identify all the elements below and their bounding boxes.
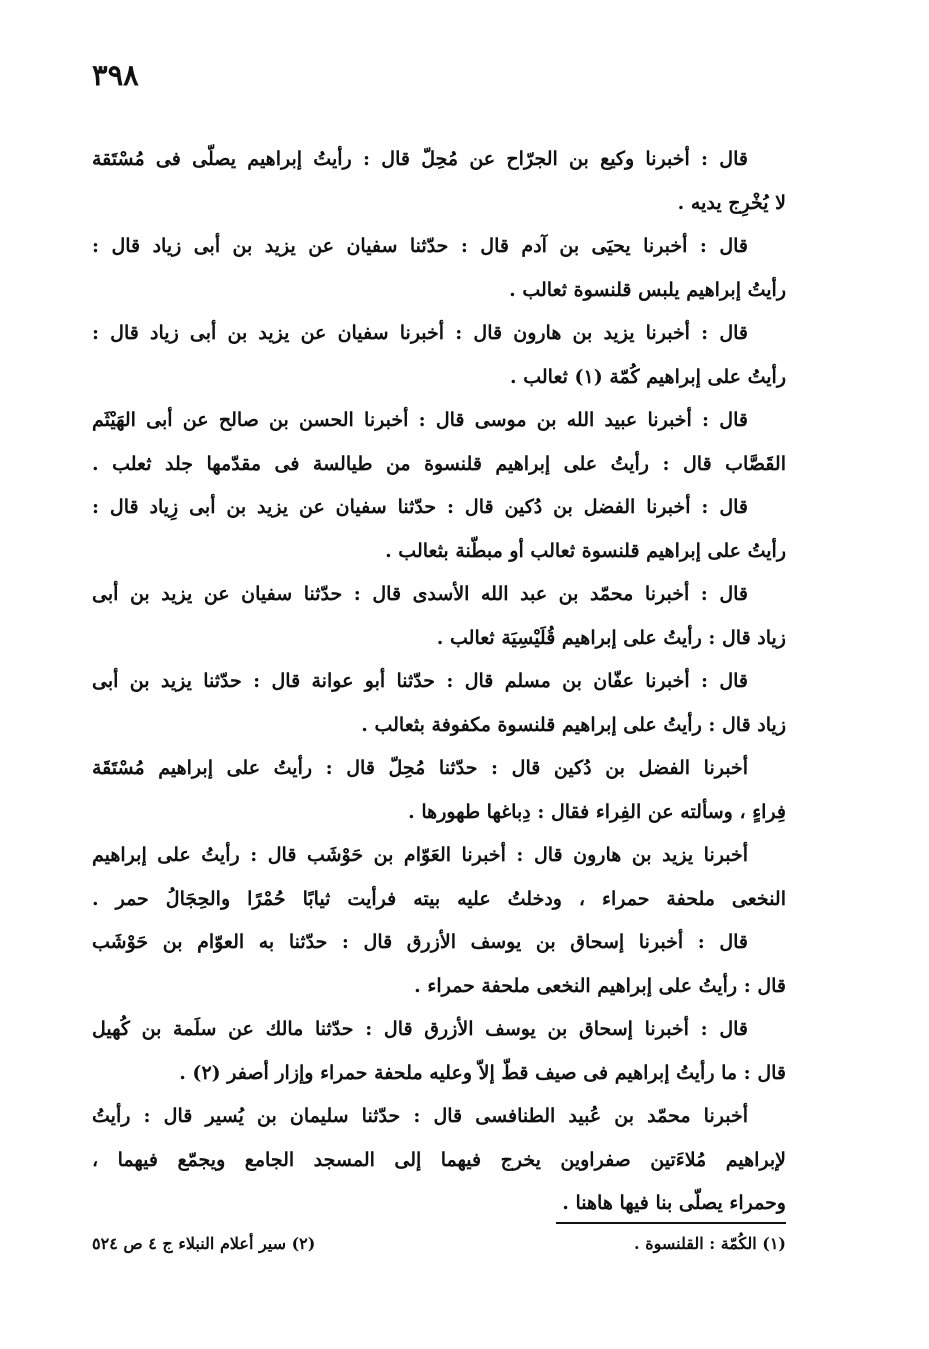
text-line: قال : ما رأيتُ إبراهيم فى صيف قطّ إلاّ وعليه ملحفة حمراء وإزار أصفر (٢) . [179,1061,786,1084]
footnote-1: (١) الكُمّة : القلنسوة . [634,1234,786,1253]
text-line: رأيتُ على إبراهيم كُمّة (١) ثعالب . [509,365,786,388]
text-line: قال : رأيتُ على إبراهيم النخعى ملحفة حمراء . [414,974,786,997]
text-line: قال : أخبرنا يزيد بن هارون قال : أخبرنا سفيان عن يزيد بن أبى زياد قال : [92,322,748,344]
text-line: زياد قال : رأيتُ على إبراهيم قُلَيْسِيَة ثعالب . [436,626,786,649]
text-line: قال : أخبرنا وكيع بن الجرّاح عن مُحِلّ قال : رأيتُ إبراهيم يصلّى فى مُسْتَقة [92,148,748,170]
text-line: النخعى ملحفة حمراء ، ودخلتُ عليه بيته فرأيت ثيابًا حُمْرًا والحِجَالُ حمر . [92,887,786,910]
text-line: فِراءٍ ، وسألته عن الفِراء فقال : دِباغها طهورها . [408,800,786,823]
text-line: قال : أخبرنا عفّان بن مسلم قال : حدّثنا أبو عوانة قال : حدّثنا يزيد بن أبى [92,670,748,692]
text-line: رأيتُ إبراهيم يلبس قلنسوة ثعالب . [509,278,786,301]
text-line: زياد قال : رأيتُ على إبراهيم قلنسوة مكفوفة بثعالب . [361,713,786,736]
page-number: ٣٩٨ [92,58,139,92]
text-line: وحمراء يصلّى بنا فيها هاهنا . [562,1192,786,1214]
footnote-divider [556,1222,786,1224]
text-line: رأيتُ على إبراهيم قلنسوة ثعالب أو مبطّنة بثعالب . [385,539,786,562]
text-line: قال : أخبرنا إسحاق بن يوسف الأزرق قال : حدّثنا مالك عن سلَمة بن كُهيل [92,1018,748,1040]
footnote-2: (٢) سير أعلام النبلاء ج ٤ ص ٥٢٤ [92,1234,316,1253]
text-line: قال : أخبرنا الفضل بن دُكين قال : حدّثنا سفيان عن يزيد بن أبى زِياد قال : [92,496,748,518]
text-line: أخبرنا الفضل بن دُكين قال : حدّثنا مُحِلّ قال : رأيتُ على إبراهيم مُسْتَقَة [92,757,748,779]
text-line: لا يُخْرِج يديه . [677,191,786,214]
text-line: أخبرنا محمّد بن عُبيد الطنافسى قال : حدّثنا سليمان بن يُسير قال : رأيتُ [92,1105,748,1127]
text-line: قال : أخبرنا عبيد الله بن موسى قال : أخبرنا الحسن بن صالح عن أبى الهَيْثَم [92,409,748,431]
text-line: قال : أخبرنا محمّد بن عبد الله الأسدى قال : حدّثنا سفيان عن يزيد بن أبى [92,583,748,605]
text-line: لإبراهيم مُلاءَتين صفراوين يخرج فيهما إلى المسجد الجامع ويجمّع فيهما ، [92,1148,786,1171]
text-line: قال : أخبرنا يحيَى بن آدم قال : حدّثنا سفيان عن يزيد بن أبى زياد قال : [92,235,748,257]
text-line: القَصَّاب قال : رأيتُ على إبراهيم قلنسوة من طيالسة فى مقدّمها جلد ثعلب . [92,452,786,475]
main-text [92,138,786,1226]
text-line: قال : أخبرنا إسحاق بن يوسف الأزرق قال : حدّثنا به العوّام بن حَوْشَب [92,931,748,953]
text-line: أخبرنا يزيد بن هارون قال : أخبرنا العَوّام بن حَوْشَب قال : رأيتُ على إبراهيم [92,844,748,866]
